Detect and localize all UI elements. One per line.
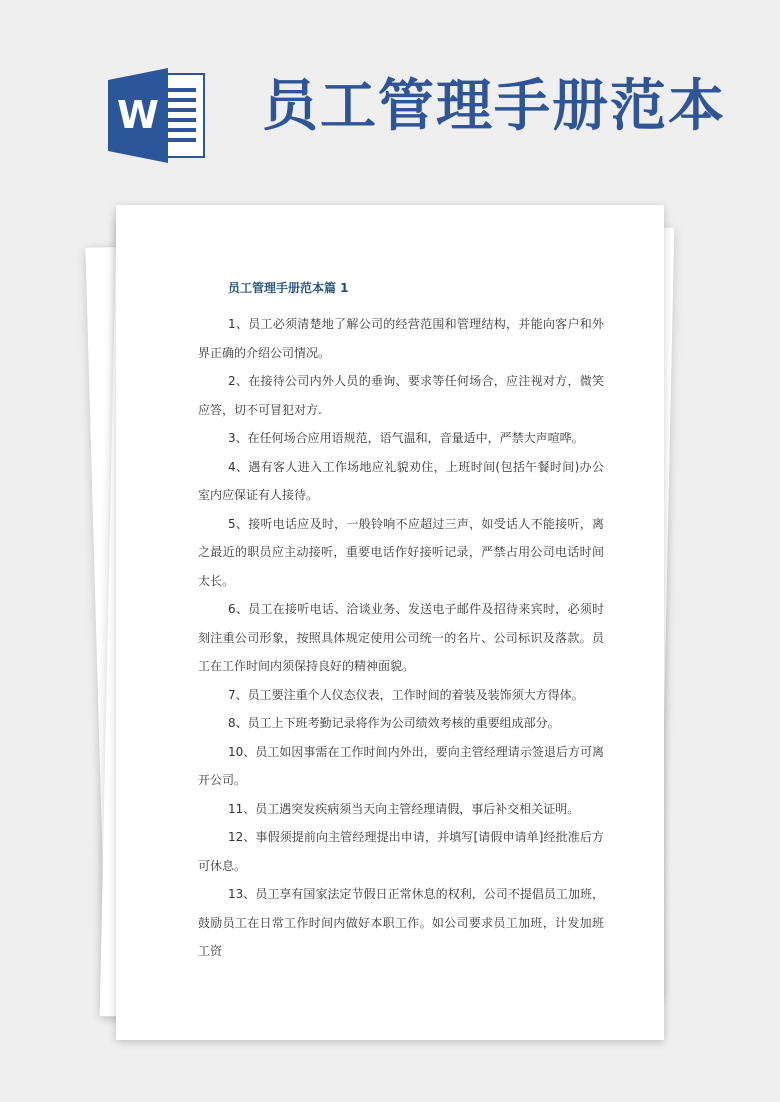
word-icon [108, 68, 208, 163]
paragraph: 1、员工必须清楚地了解公司的经营范围和管理结构，并能向客户和外界正确的介绍公司情况。 [198, 317, 604, 360]
paragraph: 12、事假须提前向主管经理提出申请，并填写[请假申请单]经批准后方可休息。 [198, 830, 604, 873]
paragraph: 6、员工在接听电话、洽谈业务、发送电子邮件及招待来宾时，必须时刻注重公司形象，按照具体规定使用公司统一的名片、公司标识及落款。员工在工作时间内须保持良好的精神面貌。 [198, 602, 604, 673]
paragraph: 8、员工上下班考勤记录将作为公司绩效考核的重要组成部分。 [228, 716, 560, 730]
paragraph: 11、员工遇突发疾病须当天向主管经理请假，事后补交相关证明。 [228, 801, 580, 816]
document-content [198, 280, 604, 966]
section-title: 员工管理手册范本篇 1 [228, 281, 349, 295]
paragraph: 2、在接待公司内外人员的垂询、要求等任何场合，应注视对方，微笑应答，切不可冒犯对方. [198, 374, 604, 417]
paragraph: 3、在任何场合应用语规范，语气温和，音量适中，严禁大声喧哗。 [228, 431, 584, 445]
document-page [116, 205, 664, 1040]
word-logo-letter: W [117, 93, 159, 137]
paragraph: 7、员工要注重个人仪态仪表，工作时间的着装及装饰须大方得体。 [228, 687, 584, 702]
paragraph: 13、员工享有国家法定节假日正常休息的权利，公司不提倡员工加班，鼓励员工在日常工作时间内做好本职工作。如公司要求员工加班，计发加班工资 [198, 887, 604, 958]
paragraph: 10、员工如因事需在工作时间内外出，要向主管经理请示签退后方可离开公司。 [198, 744, 604, 787]
paragraph: 5、接听电话应及时，一般铃响不应超过三声，如受话人不能接听，离之最近的职员应主动接听，重要电话作好接听记录，严禁占用公司电话时间太长。 [198, 516, 604, 588]
page-header [0, 0, 780, 200]
page-title: 员工管理手册范本 [262, 73, 726, 139]
paragraph: 4、遇有客人进入工作场地应礼貌劝住，上班时间(包括午餐时间)办公室内应保证有人接待。 [198, 459, 604, 502]
